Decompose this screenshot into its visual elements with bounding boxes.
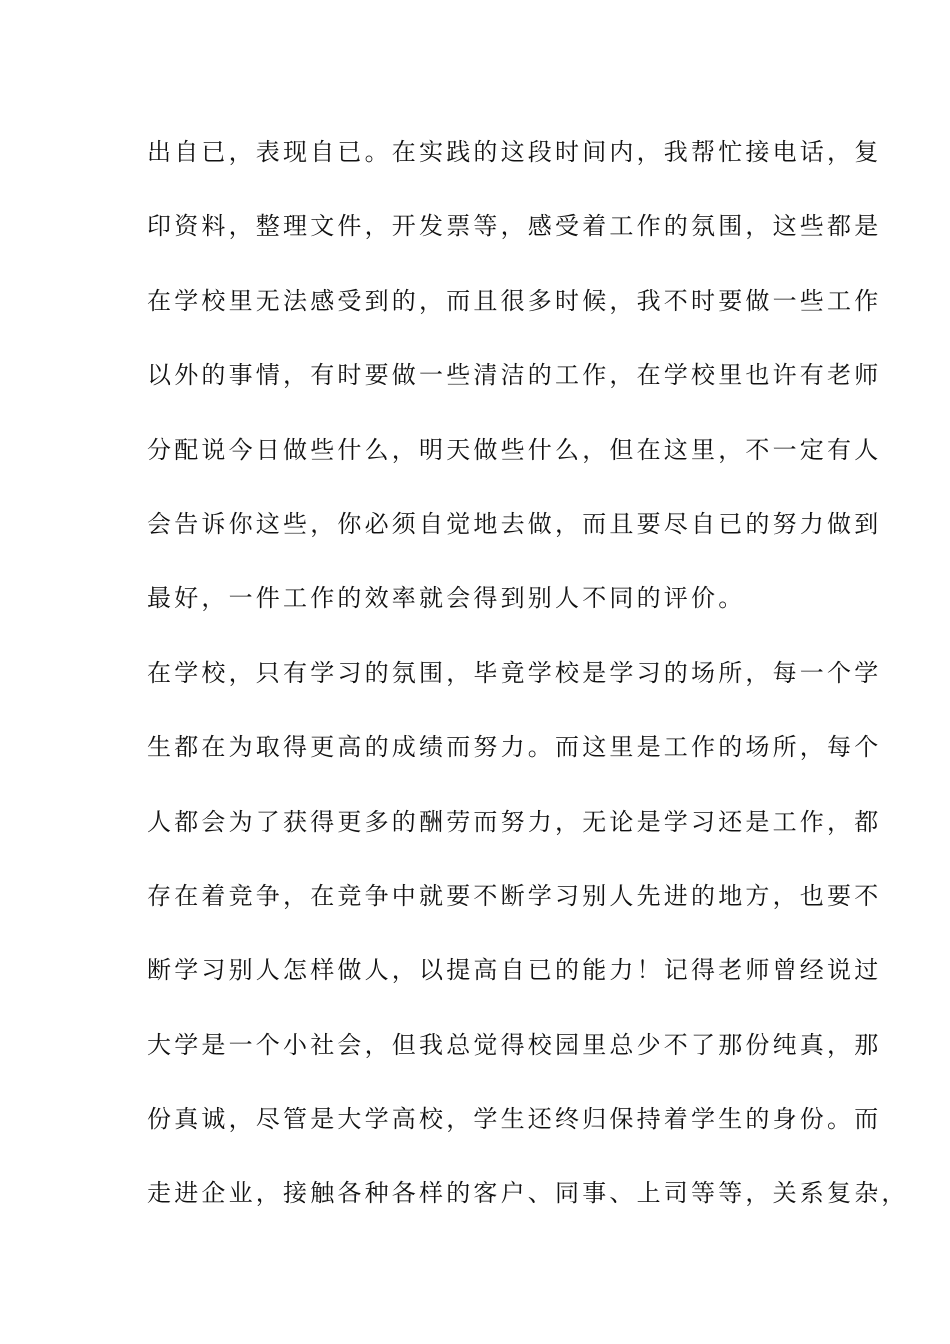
text-line: 断学习别人怎样做人，以提高自已的能力！记得老师曾经说过	[147, 956, 882, 985]
text-line: 存在着竞争，在竞争中就要不断学习别人先进的地方，也要不	[147, 881, 882, 910]
text-line: 印资料，整理文件，开发票等，感受着工作的氛围，这些都是	[147, 212, 882, 241]
text-line: 份真诚，尽管是大学高校，学生还终归保持着学生的身份。而	[147, 1105, 882, 1134]
text-line: 走进企业，接触各种各样的客户、同事、上司等等，关系复杂，	[147, 1179, 909, 1208]
text-line: 出自已，表现自已。在实践的这段时间内，我帮忙接电话，复	[147, 138, 882, 166]
text-line: 最好，一件工作的效率就会得到别人不同的评价。	[147, 584, 746, 613]
text-line: 人都会为了获得更多的酬劳而努力，无论是学习还是工作，都	[147, 807, 882, 836]
text-line: 在学校，只有学习的氛围，毕竟学校是学习的场所，每一个学	[147, 658, 882, 687]
text-line: 大学是一个小社会，但我总觉得校园里总少不了那份纯真，那	[147, 1030, 882, 1059]
text-line: 会告诉你这些，你必须自觉地去做，而且要尽自已的努力做到	[147, 509, 882, 538]
text-line: 以外的事情，有时要做一些清洁的工作，在学校里也许有老师	[147, 361, 882, 390]
body-text	[147, 128, 909, 1244]
text-line: 在学校里无法感受到的，而且很多时候，我不时要做一些工作	[147, 286, 882, 315]
text-line: 生都在为取得更高的成绩而努力。而这里是工作的场所，每个	[147, 733, 882, 762]
text-line: 分配说今日做些什么，明天做些什么，但在这里，不一定有人	[147, 435, 882, 464]
